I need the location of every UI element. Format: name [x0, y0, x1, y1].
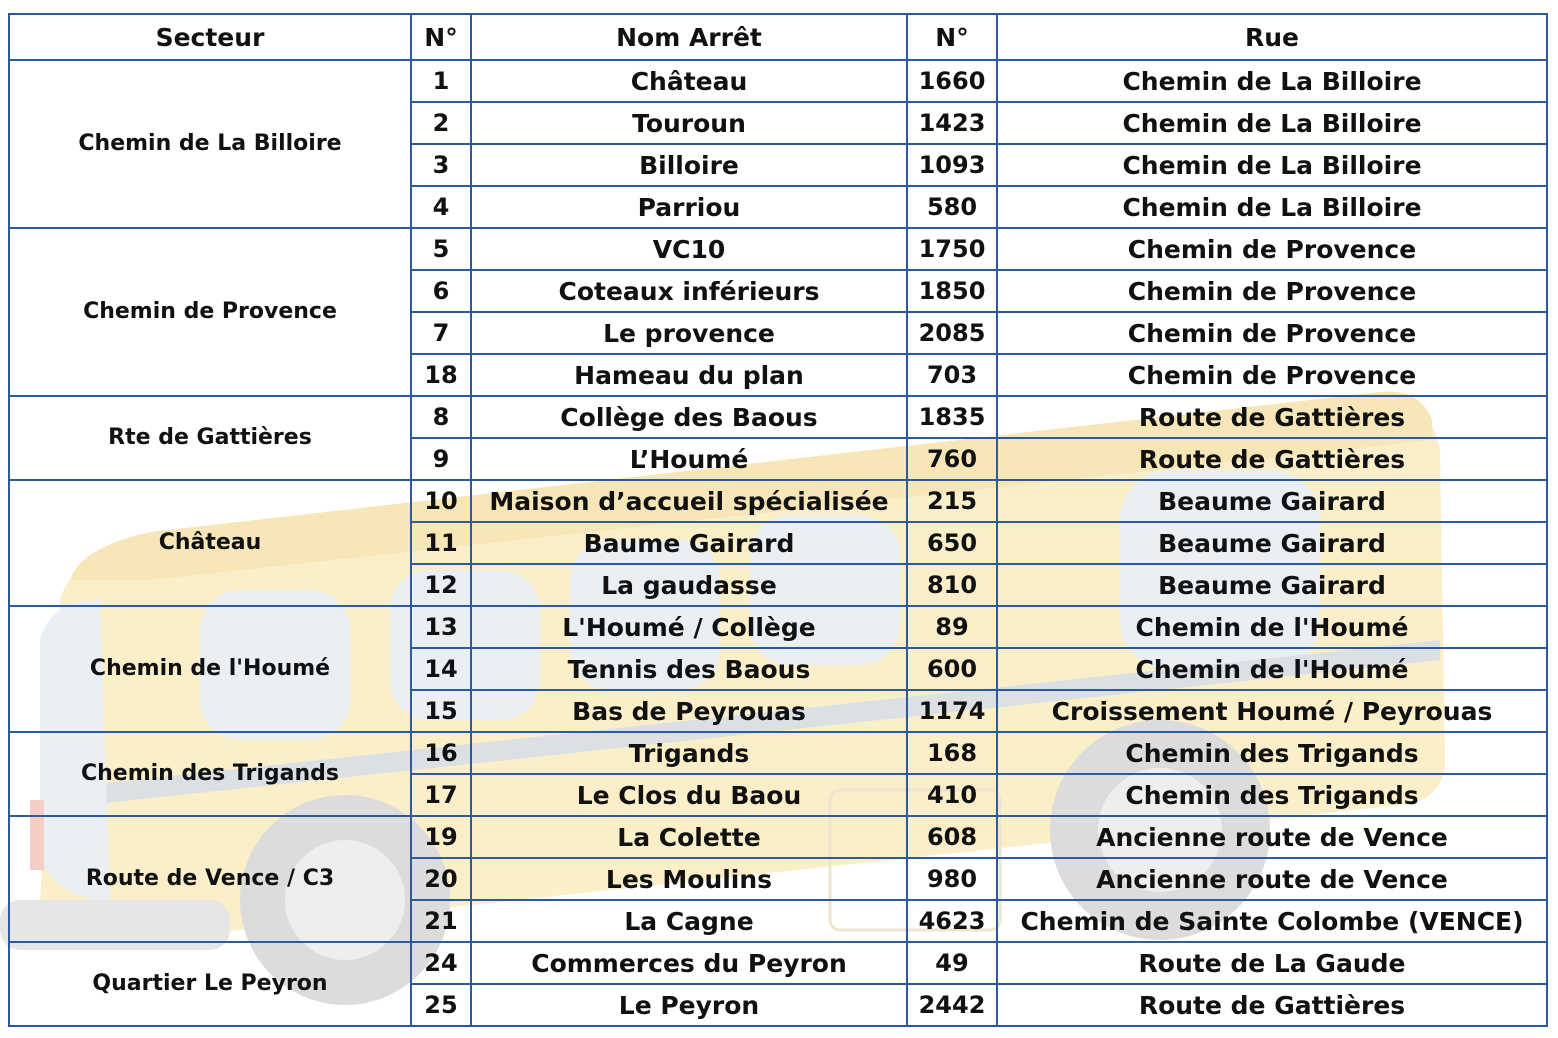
street-cell: Route de Gattières [997, 984, 1547, 1026]
secteur-cell: Rte de Gattières [9, 396, 411, 480]
street-cell: Beaume Gairard [997, 480, 1547, 522]
table-row [9, 942, 1547, 984]
table-row [9, 60, 1547, 102]
stop-name-cell: Billoire [471, 144, 907, 186]
street-cell: Ancienne route de Vence [997, 858, 1547, 900]
street-number-cell: 810 [907, 564, 997, 606]
header-stop-name: Nom Arrêt [471, 14, 907, 60]
street-cell: Chemin de Sainte Colombe (VENCE) [997, 900, 1547, 942]
street-cell: Chemin de Provence [997, 270, 1547, 312]
secteur-cell: Château [9, 480, 411, 606]
street-number-cell: 608 [907, 816, 997, 858]
street-number-cell: 760 [907, 438, 997, 480]
header-street: Rue [997, 14, 1547, 60]
stop-number-cell: 2 [411, 102, 471, 144]
street-cell: Chemin de La Billoire [997, 102, 1547, 144]
stop-name-cell: Le Clos du Baou [471, 774, 907, 816]
header-secteur: Secteur [9, 14, 411, 60]
street-cell: Chemin de l'Houmé [997, 606, 1547, 648]
street-number-cell: 1174 [907, 690, 997, 732]
stop-name-cell: Maison d’accueil spécialisée [471, 480, 907, 522]
street-cell: Beaume Gairard [997, 522, 1547, 564]
header-stop-number: N° [411, 14, 471, 60]
street-cell: Chemin des Trigands [997, 732, 1547, 774]
secteur-cell: Route de Vence / C3 [9, 816, 411, 942]
table-header-row [9, 14, 1547, 60]
stop-number-cell: 5 [411, 228, 471, 270]
street-cell: Chemin de La Billoire [997, 144, 1547, 186]
secteur-cell: Chemin de l'Houmé [9, 606, 411, 732]
stop-name-cell: Coteaux inférieurs [471, 270, 907, 312]
street-cell: Ancienne route de Vence [997, 816, 1547, 858]
stop-number-cell: 12 [411, 564, 471, 606]
street-cell: Chemin de Provence [997, 312, 1547, 354]
stop-name-cell: L'Houmé / Collège [471, 606, 907, 648]
stop-name-cell: La Cagne [471, 900, 907, 942]
table-row [9, 396, 1547, 438]
street-number-cell: 1660 [907, 60, 997, 102]
stop-number-cell: 4 [411, 186, 471, 228]
stop-name-cell: La gaudasse [471, 564, 907, 606]
street-cell: Route de La Gaude [997, 942, 1547, 984]
stop-number-cell: 21 [411, 900, 471, 942]
stop-name-cell: Bas de Peyrouas [471, 690, 907, 732]
stop-name-cell: L’Houmé [471, 438, 907, 480]
table-row [9, 732, 1547, 774]
street-cell: Beaume Gairard [997, 564, 1547, 606]
stop-number-cell: 25 [411, 984, 471, 1026]
secteur-cell: Chemin des Trigands [9, 732, 411, 816]
street-cell: Chemin des Trigands [997, 774, 1547, 816]
stop-name-cell: Commerces du Peyron [471, 942, 907, 984]
stop-name-cell: La Colette [471, 816, 907, 858]
street-cell: Croissement Houmé / Peyrouas [997, 690, 1547, 732]
street-cell: Chemin de Provence [997, 354, 1547, 396]
street-number-cell: 1750 [907, 228, 997, 270]
stop-number-cell: 20 [411, 858, 471, 900]
stop-number-cell: 13 [411, 606, 471, 648]
street-number-cell: 1423 [907, 102, 997, 144]
stop-name-cell: Château [471, 60, 907, 102]
stop-name-cell: Touroun [471, 102, 907, 144]
table-row [9, 228, 1547, 270]
street-number-cell: 1835 [907, 396, 997, 438]
table-body [9, 60, 1547, 1026]
street-number-cell: 89 [907, 606, 997, 648]
table-row [9, 480, 1547, 522]
stop-number-cell: 9 [411, 438, 471, 480]
street-cell: Chemin de La Billoire [997, 60, 1547, 102]
street-number-cell: 600 [907, 648, 997, 690]
stop-name-cell: Les Moulins [471, 858, 907, 900]
street-number-cell: 580 [907, 186, 997, 228]
stop-number-cell: 7 [411, 312, 471, 354]
header-street-number: N° [907, 14, 997, 60]
table-row [9, 816, 1547, 858]
stop-name-cell: Le Peyron [471, 984, 907, 1026]
street-number-cell: 2442 [907, 984, 997, 1026]
stop-name-cell: Le provence [471, 312, 907, 354]
street-number-cell: 2085 [907, 312, 997, 354]
street-number-cell: 215 [907, 480, 997, 522]
street-number-cell: 410 [907, 774, 997, 816]
street-number-cell: 168 [907, 732, 997, 774]
secteur-cell: Chemin de Provence [9, 228, 411, 396]
stop-name-cell: Baume Gairard [471, 522, 907, 564]
table-row [9, 606, 1547, 648]
street-cell: Chemin de Provence [997, 228, 1547, 270]
stop-number-cell: 14 [411, 648, 471, 690]
street-number-cell: 4623 [907, 900, 997, 942]
street-number-cell: 650 [907, 522, 997, 564]
secteur-cell: Chemin de La Billoire [9, 60, 411, 228]
street-number-cell: 980 [907, 858, 997, 900]
street-number-cell: 703 [907, 354, 997, 396]
stop-number-cell: 19 [411, 816, 471, 858]
stop-name-cell: VC10 [471, 228, 907, 270]
stop-number-cell: 3 [411, 144, 471, 186]
street-cell: Chemin de l'Houmé [997, 648, 1547, 690]
street-number-cell: 49 [907, 942, 997, 984]
stop-number-cell: 11 [411, 522, 471, 564]
street-cell: Chemin de La Billoire [997, 186, 1547, 228]
street-cell: Route de Gattières [997, 396, 1547, 438]
bus-stops-table [8, 13, 1548, 1027]
stop-number-cell: 15 [411, 690, 471, 732]
stop-name-cell: Hameau du plan [471, 354, 907, 396]
stop-number-cell: 6 [411, 270, 471, 312]
secteur-cell: Quartier Le Peyron [9, 942, 411, 1026]
stop-number-cell: 16 [411, 732, 471, 774]
stop-name-cell: Tennis des Baous [471, 648, 907, 690]
stop-number-cell: 1 [411, 60, 471, 102]
stop-name-cell: Parriou [471, 186, 907, 228]
street-cell: Route de Gattières [997, 438, 1547, 480]
stop-number-cell: 17 [411, 774, 471, 816]
stop-number-cell: 10 [411, 480, 471, 522]
stop-name-cell: Collège des Baous [471, 396, 907, 438]
stop-number-cell: 18 [411, 354, 471, 396]
stop-name-cell: Trigands [471, 732, 907, 774]
stop-number-cell: 24 [411, 942, 471, 984]
street-number-cell: 1850 [907, 270, 997, 312]
stop-number-cell: 8 [411, 396, 471, 438]
street-number-cell: 1093 [907, 144, 997, 186]
